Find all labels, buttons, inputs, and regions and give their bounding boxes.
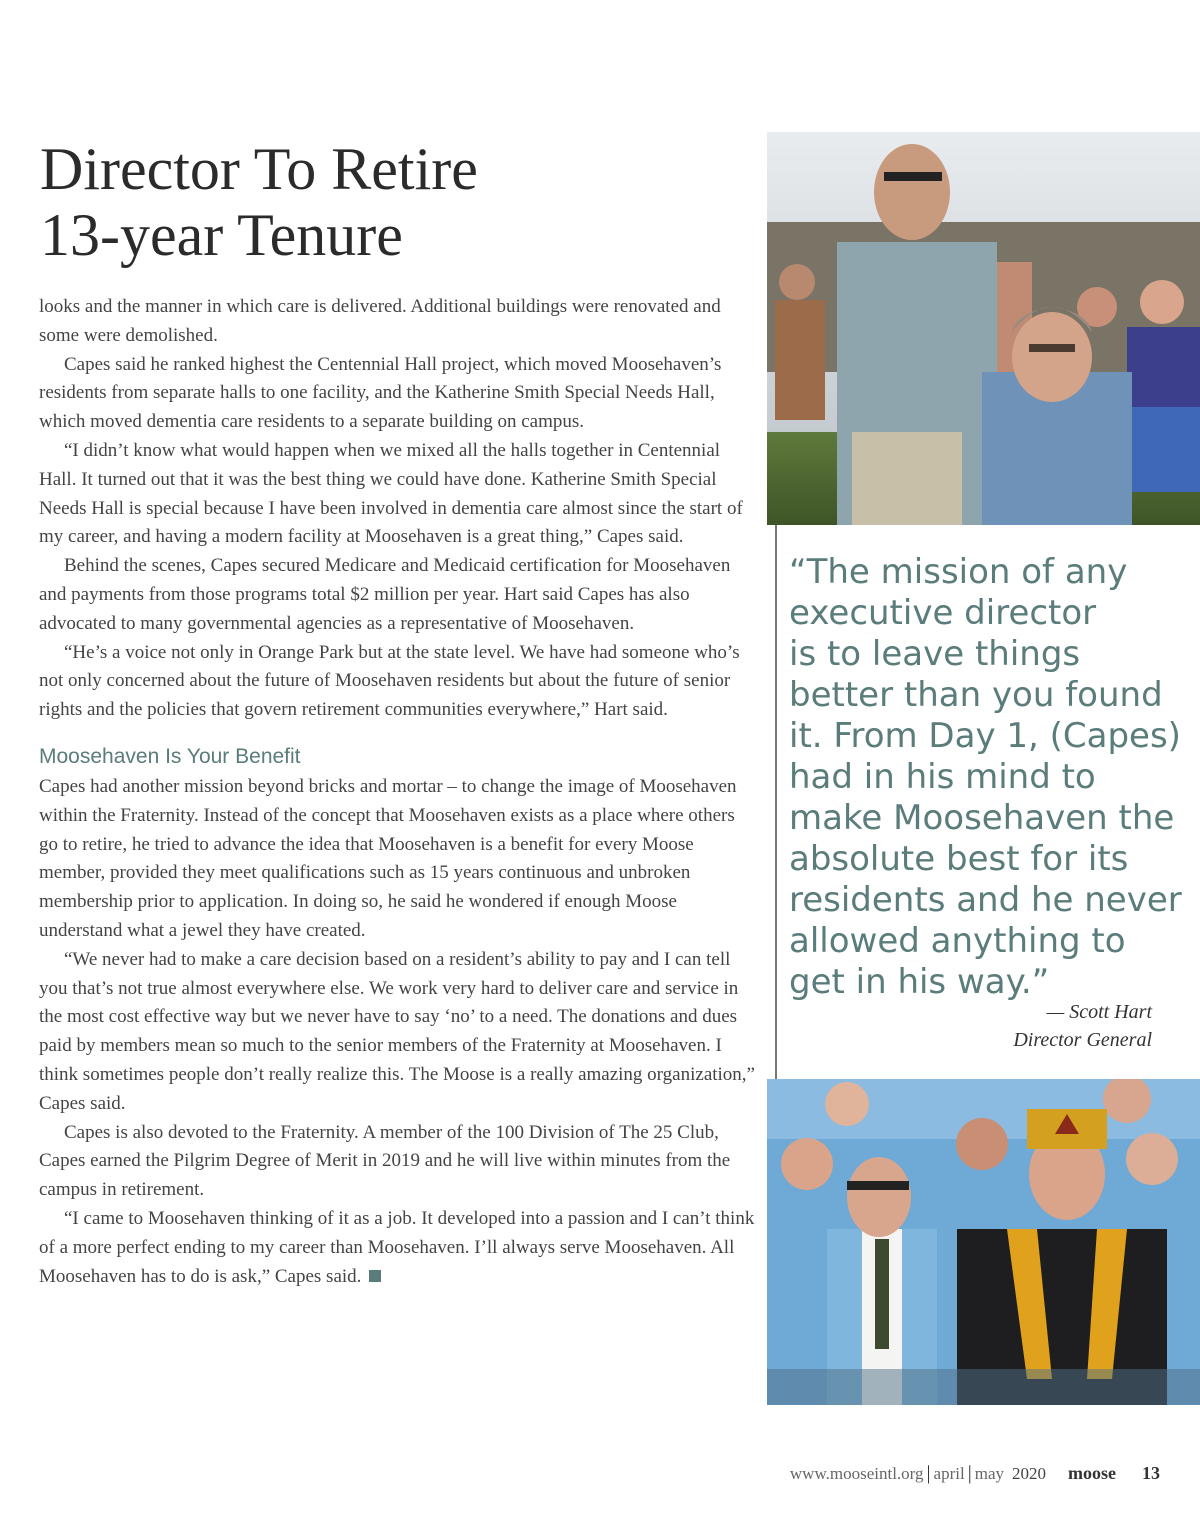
- page-number: 13: [1142, 1463, 1160, 1483]
- pull-quote-line: allowed anything to: [789, 921, 1126, 961]
- title-line-2: 13-year Tenure: [40, 202, 403, 268]
- article-title: [40, 136, 740, 268]
- footer-magazine: moose: [1068, 1463, 1116, 1483]
- pull-quote-line: residents and he never: [789, 880, 1182, 920]
- end-mark-icon: [369, 1270, 381, 1282]
- pull-quote-line: had in his mind to: [789, 757, 1096, 797]
- photo-couple-at-picnic: [767, 132, 1200, 525]
- footer-year: 2020: [1012, 1464, 1046, 1483]
- footer-month-2: may: [974, 1464, 1004, 1483]
- article-body: [39, 293, 755, 1291]
- pull-quote-line: “The mission of any: [789, 552, 1128, 592]
- subheading: Moosehaven Is Your Benefit: [39, 744, 301, 768]
- pull-quote-line: is to leave things: [789, 634, 1081, 674]
- footer-separator: |: [926, 1462, 931, 1484]
- pull-quote-line: absolute best for its: [789, 839, 1129, 879]
- photo-illustration: [767, 132, 1200, 525]
- paragraph-text: “I came to Moosehaven thinking of it as a job. It developed into a passion and I can’t think of a more perfect ending to my career than Moosehaven. I’ll always serve Moosehaven. All Moosehaven has to do is ask,” Capes said.: [39, 1207, 755, 1287]
- paragraph: looks and the manner in which care is delivered. Additional buildings were renovated and some were demolished.: [39, 296, 721, 346]
- paragraph: “I didn’t know what would happen when we mixed all the halls together in Centennial Hall. It turned out that it was the best thing we could have done. Katherine Smith Special Needs Hall is special because I have been involved in dementia care almost since the start of my career, and having a modern facility at Moosehaven is a great thing,” Capes said.: [39, 439, 743, 548]
- pull-quote-line: it. From Day 1, (Capes): [789, 716, 1181, 756]
- pull-quote-line: get in his way.”: [789, 962, 1050, 1002]
- paragraph: “We never had to make a care decision based on a resident’s ability to pay and I can tell you that’s not true almost everywhere else. We work very hard to deliver care and service in the most cost effective way but we never have to say ‘no’ to a need. The donations and dues paid by members mean so much to the senior members of the Fraternity at Moosehaven. I think sometimes people don’t really realize this. The Moose is a really amazing organization,” Capes said.: [39, 948, 755, 1114]
- paragraph: Capes is also devoted to the Fraternity. A member of the 100 Division of The 25 Club, Capes earned the Pilgrim Degree of Merit in 2019 and he will live within minutes from the campus in retirement.: [39, 1121, 731, 1201]
- pull-quote-line: make Moosehaven the: [789, 798, 1175, 838]
- paragraph: Capes had another mission beyond bricks and mortar – to change the image of Moosehaven within the Fraternity. Instead of the concept that Moosehaven exists as a place where others go to retire, he tried to advance the idea that Moosehaven is a benefit for every Moose member, provided they meet qualifications such as 15 years continuous and unbroken membership prior to application. In doing so, he said he wondered if enough Moose understand what a jewel they have created.: [39, 775, 737, 941]
- photo-illustration: [767, 1079, 1200, 1405]
- paragraph-last: [39, 1205, 755, 1291]
- pull-quote-line: executive director: [789, 593, 1097, 633]
- footer-separator: |: [967, 1462, 972, 1484]
- photo-group-in-blue-jackets: [767, 1079, 1200, 1405]
- footer-month-1: april: [933, 1464, 965, 1483]
- attribution-name: — Scott Hart: [1046, 1001, 1152, 1023]
- attribution-role: Director General: [1013, 1029, 1152, 1051]
- pull-quote: [789, 552, 1189, 1003]
- title-line-1: Director To Retire: [40, 136, 478, 202]
- page-footer: [790, 1462, 1160, 1485]
- footer-url: www.mooseintl.org: [789, 1464, 924, 1483]
- pull-quote-line: better than you found: [789, 675, 1163, 715]
- paragraph: “He’s a voice not only in Orange Park but at the state level. We have had someone who’s not only concerned about the future of Moosehaven residents but about the future of senior rights and the policies that govern retirement communities everywhere,” Hart said.: [39, 641, 740, 721]
- pull-quote-attribution: [1013, 998, 1152, 1054]
- paragraph: Behind the scenes, Capes secured Medicare and Medicaid certification for Moosehaven and payments from those programs total $2 million per year. Hart said Capes has also advocated to many governmental agencies as a representative of Moosehaven.: [39, 555, 731, 634]
- paragraph: Capes said he ranked highest the Centennial Hall project, which moved Moosehaven’s residents from separate halls to one facility, and the Katherine Smith Special Needs Hall, which moved dementia care residents to a separate building on campus.: [39, 353, 722, 433]
